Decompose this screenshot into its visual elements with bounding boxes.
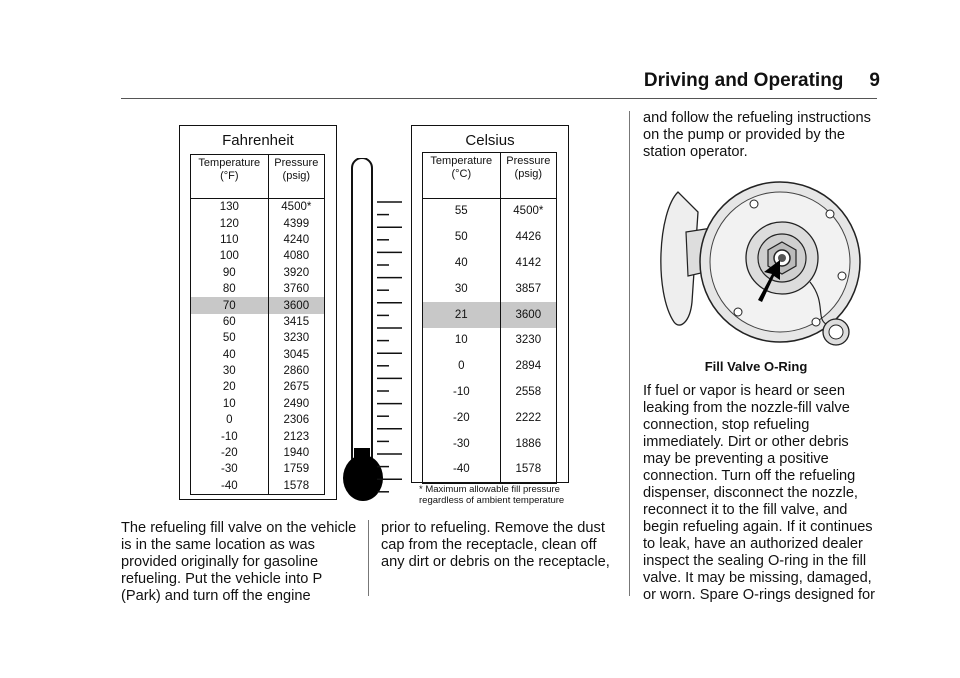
fahrenheit-temperature-cell: 10 [191, 396, 269, 412]
fahrenheit-temperature-cell: 50 [191, 330, 269, 346]
fahrenheit-row [191, 314, 325, 330]
celsius-pressure-cell: 2558 [500, 380, 556, 406]
header-rule [121, 98, 877, 99]
body-text-column-2: prior to refueling. Remove the dust cap from the receptacle, clean off any dirt or debris on the receptacle, [381, 520, 610, 570]
celsius-rows [423, 199, 557, 484]
fahrenheit-temperature-cell: 120 [191, 215, 269, 231]
column-divider-2 [629, 111, 630, 596]
celsius-temperature-cell: 30 [423, 276, 501, 302]
fahrenheit-pressure-cell: 2675 [268, 379, 324, 395]
celsius-pressure-cell: 2222 [500, 405, 556, 431]
fahrenheit-pressure-cell: 4399 [268, 215, 324, 231]
fahrenheit-temperature-cell: 130 [191, 199, 269, 216]
fahrenheit-pressure-cell: 3045 [268, 347, 324, 363]
thermometer-icon [342, 158, 408, 502]
fahrenheit-pressure-cell: 4500* [268, 199, 324, 216]
fahrenheit-table [179, 125, 337, 500]
fahrenheit-pressure-cell: 2306 [268, 412, 324, 428]
fahrenheit-row [191, 330, 325, 346]
fahrenheit-pressure-cell: 3600 [268, 297, 324, 313]
fahrenheit-pressure-cell: 3760 [268, 281, 324, 297]
fahrenheit-temperature-cell: -10 [191, 428, 269, 444]
body-text-column-3-top: and follow the refueling instructions on the pump or provided by the station operator. [643, 110, 871, 160]
fahrenheit-row [191, 461, 325, 477]
page-number: 9 [869, 70, 880, 91]
fahrenheit-temperature-cell: 40 [191, 347, 269, 363]
celsius-pressure-cell: 2894 [500, 354, 556, 380]
celsius-row [423, 328, 557, 354]
fahrenheit-temperature-cell: 90 [191, 265, 269, 281]
fill-valve-illustration [650, 172, 862, 350]
fahrenheit-row [191, 281, 325, 297]
fahrenheit-pressure-cell: 2490 [268, 396, 324, 412]
fahrenheit-pressure-cell: 1759 [268, 461, 324, 477]
page-header [644, 70, 880, 92]
celsius-pressure-cell: 1886 [500, 431, 556, 457]
figure-caption: Fill Valve O-Ring [704, 359, 808, 374]
celsius-temperature-cell: 21 [423, 302, 501, 328]
fahrenheit-temperature-cell: 30 [191, 363, 269, 379]
fahrenheit-pressure-cell: 3920 [268, 265, 324, 281]
fahrenheit-row [191, 445, 325, 461]
celsius-row [423, 354, 557, 380]
fahrenheit-temperature-cell: -20 [191, 445, 269, 461]
celsius-row [423, 457, 557, 483]
celsius-row [423, 276, 557, 302]
fahrenheit-temperature-cell: 20 [191, 379, 269, 395]
fahrenheit-row [191, 232, 325, 248]
fahrenheit-pressure-cell: 1940 [268, 445, 324, 461]
fahrenheit-temperature-cell: 0 [191, 412, 269, 428]
fahrenheit-temperature-cell: 100 [191, 248, 269, 264]
fahrenheit-pressure-cell: 4240 [268, 232, 324, 248]
celsius-pressure-cell: 1578 [500, 457, 556, 483]
fahrenheit-temperature-cell: 60 [191, 314, 269, 330]
fahrenheit-grid [190, 154, 325, 495]
fahrenheit-row [191, 199, 325, 216]
celsius-row [423, 302, 557, 328]
fahrenheit-temperature-cell: 70 [191, 297, 269, 313]
fahrenheit-title: Fahrenheit [222, 132, 294, 149]
celsius-title: Celsius [465, 132, 515, 149]
fahrenheit-row [191, 379, 325, 395]
celsius-row [423, 251, 557, 277]
fahrenheit-temperature-cell: -30 [191, 461, 269, 477]
fahrenheit-pressure-cell: 1578 [268, 478, 324, 495]
celsius-temperature-cell: -40 [423, 457, 501, 483]
celsius-temperature-cell: 10 [423, 328, 501, 354]
fahrenheit-pressure-cell: 3415 [268, 314, 324, 330]
fahrenheit-temperature-cell: 80 [191, 281, 269, 297]
celsius-row [423, 431, 557, 457]
fahrenheit-pressure-header: Pressure (psig) [268, 155, 324, 199]
celsius-temperature-cell: 55 [423, 199, 501, 225]
celsius-temperature-cell: -30 [423, 431, 501, 457]
celsius-temperature-cell: -10 [423, 380, 501, 406]
celsius-row [423, 225, 557, 251]
fahrenheit-row [191, 428, 325, 444]
celsius-table [411, 125, 569, 483]
pressure-footnote: * Maximum allowable fill pressure regardless of ambient temperature [419, 484, 565, 506]
column-divider-1 [368, 520, 369, 596]
fahrenheit-pressure-cell: 4080 [268, 248, 324, 264]
fahrenheit-row [191, 412, 325, 428]
fahrenheit-temperature-cell: -40 [191, 478, 269, 495]
fahrenheit-row [191, 215, 325, 231]
body-text-column-3-bottom: If fuel or vapor is heard or seen leaking from the nozzle-fill valve connection, stop refueling immediately. Dirt or other debris may be preventing a positive connection. Turn off the refueling dispenser, disconnect the nozzle, reconnect it to the fill valve, and begin refueling again. If it continues to leak, have an authorized dealer inspect the sealing O-ring in the fill valve. It may be missing, damaged, or worn. Spare O-rings designed for [643, 383, 875, 603]
fahrenheit-pressure-cell: 2123 [268, 428, 324, 444]
fahrenheit-row [191, 347, 325, 363]
fahrenheit-row [191, 363, 325, 379]
fahrenheit-pressure-cell: 2860 [268, 363, 324, 379]
fahrenheit-row [191, 396, 325, 412]
celsius-pressure-cell: 3600 [500, 302, 556, 328]
celsius-temperature-cell: 50 [423, 225, 501, 251]
fahrenheit-temperature-cell: 110 [191, 232, 269, 248]
celsius-temperature-cell: -20 [423, 405, 501, 431]
celsius-pressure-cell: 3857 [500, 276, 556, 302]
fahrenheit-row [191, 265, 325, 281]
celsius-pressure-cell: 4500* [500, 199, 556, 225]
fahrenheit-row [191, 248, 325, 264]
celsius-pressure-cell: 4426 [500, 225, 556, 251]
celsius-temp-header: Temperature (°C) [423, 153, 501, 199]
celsius-temperature-cell: 40 [423, 251, 501, 277]
celsius-temperature-cell: 0 [423, 354, 501, 380]
body-text-column-1: The refueling fill valve on the vehicle is in the same location as was provided originally for gasoline refueling. Put the vehicle into P (Park) and turn off the engine [121, 520, 357, 604]
fahrenheit-pressure-cell: 3230 [268, 330, 324, 346]
celsius-grid [422, 152, 557, 484]
celsius-pressure-cell: 3230 [500, 328, 556, 354]
fahrenheit-temp-header: Temperature (°F) [191, 155, 269, 199]
celsius-row [423, 380, 557, 406]
fahrenheit-rows [191, 199, 325, 495]
fahrenheit-row [191, 297, 325, 313]
celsius-pressure-cell: 4142 [500, 251, 556, 277]
celsius-row [423, 405, 557, 431]
section-title: Driving and Operating [643, 70, 844, 91]
celsius-row [423, 199, 557, 225]
celsius-pressure-header: Pressure (psig) [500, 153, 556, 199]
fahrenheit-row [191, 478, 325, 495]
